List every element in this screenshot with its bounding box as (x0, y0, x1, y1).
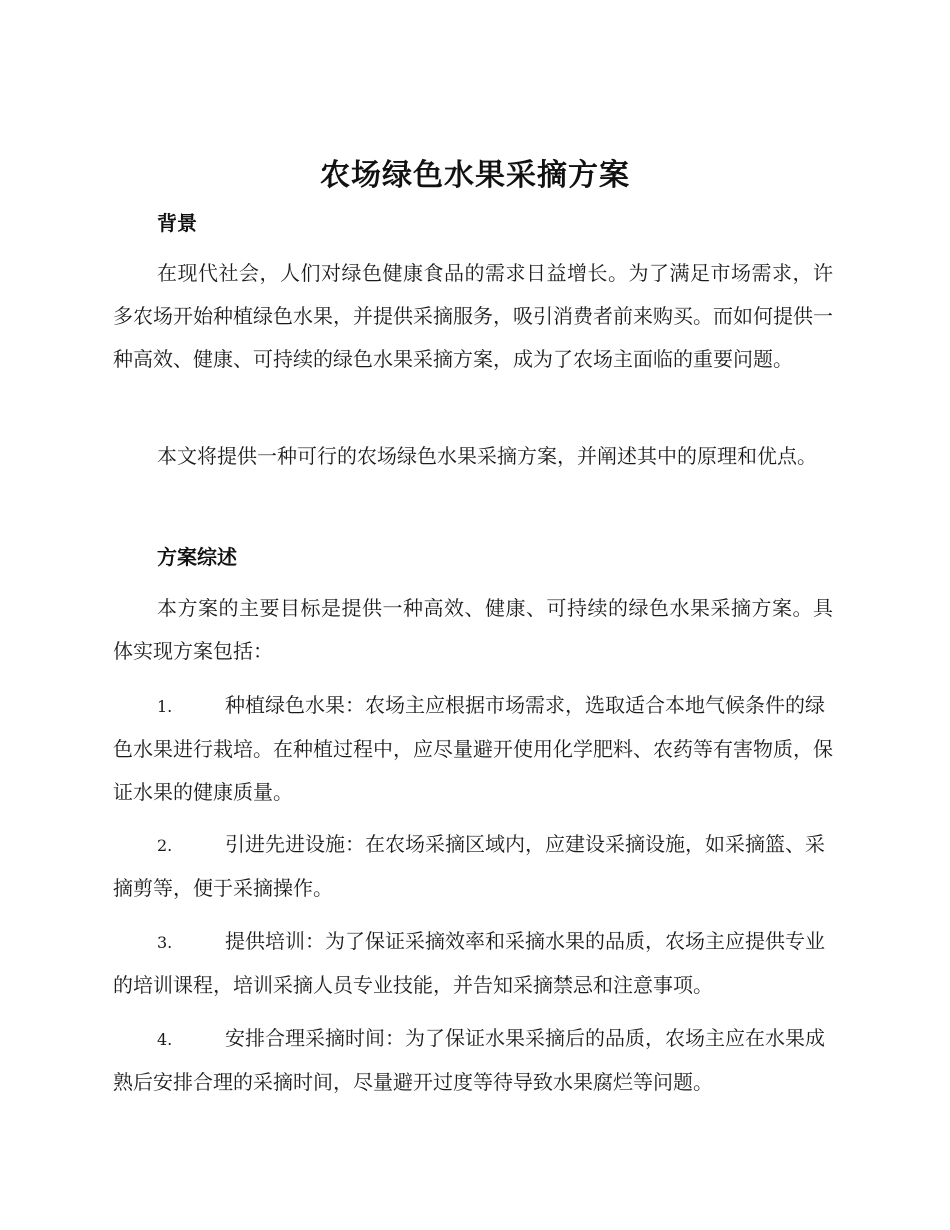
list-item-text: 安排合理采摘时间：为了保证水果采摘后的品质，农场主应在水果成熟后安排合理的采摘时间，尽量避开过度等待导致水果腐烂等问题。 (113, 1026, 825, 1094)
list-item (113, 920, 833, 1007)
paragraph: 本文将提供一种可行的农场绿色水果采摘方案，并阐述其中的原理和优点。 (157, 444, 817, 468)
list-item-number: 4. (157, 1030, 173, 1049)
paragraph: 本方案的主要目标是提供一种高效、健康、可持续的绿色水果采摘方案。具体实现方案包括： (113, 596, 833, 663)
list-item-text: 提供培训：为了保证采摘效率和采摘水果的品质，农场主应提供专业的培训课程，培训采摘人员专业技能，并告知采摘禁忌和注意事项。 (113, 929, 825, 997)
list-item-number: 2. (157, 836, 173, 855)
list-item-number: 3. (157, 933, 173, 952)
list-item-text: 引进先进设施：在农场采摘区域内，应建设采摘设施，如采摘篮、采摘剪等，便于采摘操作。 (113, 832, 825, 900)
list-item (113, 823, 833, 910)
document-title: 农场绿色水果采摘方案 (320, 158, 630, 193)
list-item (113, 684, 833, 814)
list-item (113, 1017, 833, 1104)
section-heading-overview: 方案综述 (157, 545, 237, 569)
list-item-number: 1. (157, 697, 173, 716)
paragraph: 在现代社会，人们对绿色健康食品的需求日益增长。为了满足市场需求，许多农场开始种植绿色水果，并提供采摘服务，吸引消费者前来购买。而如何提供一种高效、健康、可持续的绿色水果采摘方案，成为了农场主面临的重要问题。 (113, 261, 833, 371)
section-heading-background: 背景 (157, 211, 197, 235)
list-item-text: 种植绿色水果：农场主应根据市场需求，选取适合本地气候条件的绿色水果进行栽培。在种植过程中，应尽量避开使用化学肥料、农药等有害物质，保证水果的健康质量。 (113, 693, 833, 804)
